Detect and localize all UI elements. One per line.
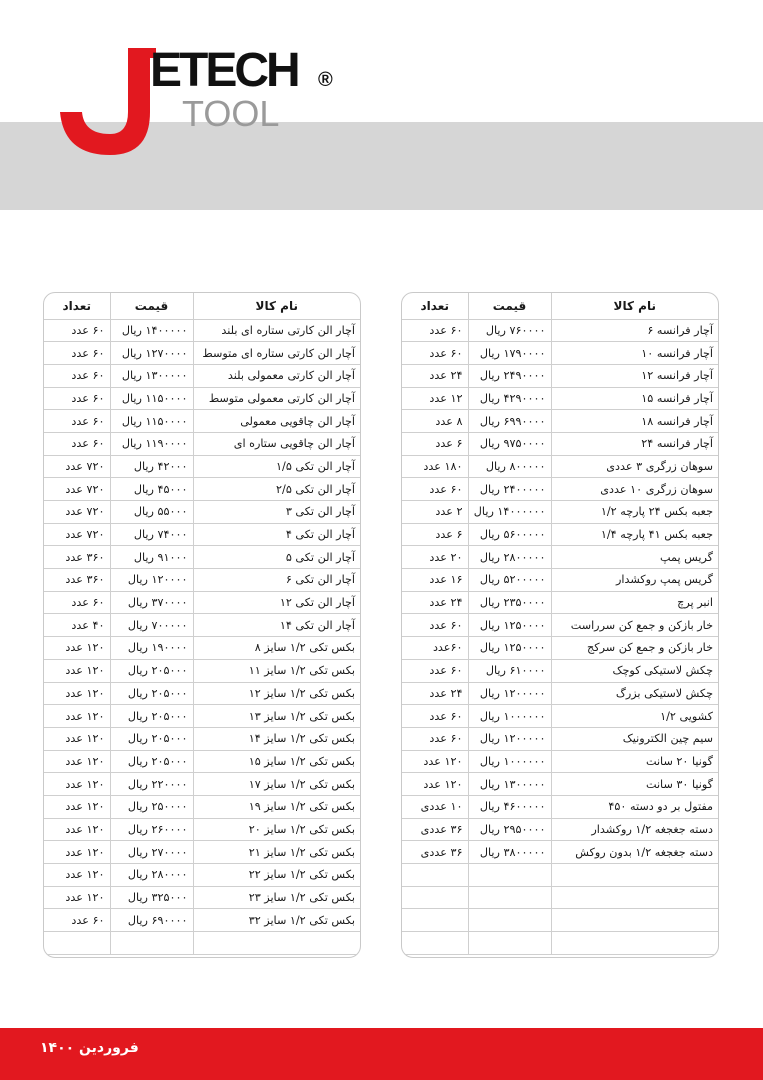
- table-row: [402, 795, 718, 818]
- table-row: [44, 546, 360, 569]
- column-header-qty: تعداد: [402, 293, 468, 319]
- item-qty-cell: ۸ عدد: [402, 410, 468, 433]
- item-price-cell: ۲۸۰۰۰۰ ریال: [110, 864, 193, 887]
- item-price-cell: ۱۲۰۰۰۰۰ ریال: [468, 682, 551, 705]
- item-price-cell: ۲۲۰۰۰۰ ریال: [110, 773, 193, 796]
- item-price-cell: ۱۰۰۰۰۰۰ ریال: [468, 705, 551, 728]
- table-row: [402, 727, 718, 750]
- item-price-cell: ۷۰۰۰۰۰ ریال: [110, 614, 193, 637]
- item-qty-cell: ۱۲۰ عدد: [44, 750, 110, 773]
- table-row: [402, 478, 718, 501]
- item-name-cell: بکس تکی ۱/۲ سایز ۱۹: [193, 795, 360, 818]
- item-qty-cell: ۱۲۰ عدد: [44, 705, 110, 728]
- item-price-cell: ۲۷۰۰۰۰ ریال: [110, 841, 193, 864]
- item-price-cell: ۱۴۰۰۰۰۰۰ ریال: [468, 501, 551, 524]
- footer-date: فروردین ۱۴۰۰: [40, 1040, 139, 1056]
- item-qty-cell: ۶۰ عدد: [44, 342, 110, 365]
- item-price-cell: ۳۲۵۰۰۰ ریال: [110, 886, 193, 909]
- table-row: [402, 705, 718, 728]
- item-name-cell: جعبه بکس ۲۴ پارچه ۱/۲: [551, 501, 718, 524]
- item-qty-cell: ۲۴ عدد: [402, 682, 468, 705]
- item-price-cell: ۱۷۹۰۰۰۰ ریال: [468, 342, 551, 365]
- item-price-cell: ۲۰۵۰۰۰ ریال: [110, 659, 193, 682]
- table-row: [44, 569, 360, 592]
- item-price-cell: ۵۶۰۰۰۰۰ ریال: [468, 523, 551, 546]
- item-qty-cell: ۳۶ عددی: [402, 818, 468, 841]
- item-price-cell: ۴۲۰۰۰ ریال: [110, 455, 193, 478]
- item-name-cell: انبر پرچ: [551, 591, 718, 614]
- item-price-cell: ۵۲۰۰۰۰۰ ریال: [468, 569, 551, 592]
- item-price-cell: ۴۵۰۰۰ ریال: [110, 478, 193, 501]
- table-row: [44, 795, 360, 818]
- table-row: [402, 659, 718, 682]
- item-qty-cell: ۳۶۰ عدد: [44, 569, 110, 592]
- table-row: [402, 569, 718, 592]
- column-header-name: نام کالا: [193, 293, 360, 319]
- table-row: [402, 932, 718, 955]
- table-row: [44, 614, 360, 637]
- item-qty-cell: ۱۲۰ عدد: [44, 682, 110, 705]
- item-name-cell: آچار الن چاقویی معمولی: [193, 410, 360, 433]
- item-name-cell: خار بازکن و جمع کن سرکج: [551, 637, 718, 660]
- item-qty-cell: ۶۰ عدد: [44, 410, 110, 433]
- table-row: [44, 342, 360, 365]
- item-name-cell: آچار الن تکی ۲/۵: [193, 478, 360, 501]
- price-table-right: [401, 292, 719, 958]
- table-row: [402, 864, 718, 887]
- table-row: [402, 546, 718, 569]
- table-row: [402, 614, 718, 637]
- table-row: [44, 659, 360, 682]
- table-row: [402, 637, 718, 660]
- item-qty-cell: ۱۲۰ عدد: [44, 727, 110, 750]
- item-qty-cell: ۴۰ عدد: [44, 614, 110, 637]
- item-qty-cell: ۷۲۰ عدد: [44, 501, 110, 524]
- item-price-cell: ۶۱۰۰۰۰ ریال: [468, 659, 551, 682]
- item-name-cell: [551, 864, 718, 887]
- item-name-cell: آچار الن تکی ۶: [193, 569, 360, 592]
- column-header-qty: تعداد: [44, 293, 110, 319]
- table-row: [402, 501, 718, 524]
- item-qty-cell: ۱۰ عددی: [402, 795, 468, 818]
- item-price-cell: ۹۷۵۰۰۰۰ ریال: [468, 432, 551, 455]
- table-row: [44, 637, 360, 660]
- table-row: [402, 410, 718, 433]
- table-row: [44, 591, 360, 614]
- item-price-cell: ۲۴۰۰۰۰۰ ریال: [468, 478, 551, 501]
- item-price-cell: ۶۹۰۰۰۰ ریال: [110, 909, 193, 932]
- item-qty-cell: ۱۸۰ عدد: [402, 455, 468, 478]
- item-price-cell: [468, 909, 551, 932]
- item-name-cell: [551, 909, 718, 932]
- item-name-cell: بکس تکی ۱/۲ سایز ۱۷: [193, 773, 360, 796]
- item-qty-cell: ۶۰ عدد: [44, 364, 110, 387]
- item-name-cell: [551, 886, 718, 909]
- table-row: [44, 727, 360, 750]
- item-qty-cell: ۶۰ عدد: [402, 659, 468, 682]
- table-row: [44, 932, 360, 955]
- item-name-cell: سوهان زرگری ۳ عددی: [551, 455, 718, 478]
- item-name-cell: آچار الن تکی ۱۲: [193, 591, 360, 614]
- item-name-cell: آچار فرانسه ۱۵: [551, 387, 718, 410]
- item-qty-cell: ۶۰ عدد: [402, 478, 468, 501]
- item-qty-cell: ۱۲۰ عدد: [44, 659, 110, 682]
- item-price-cell: ۲۰۵۰۰۰ ریال: [110, 727, 193, 750]
- item-qty-cell: ۶۰ عدد: [44, 319, 110, 342]
- item-price-cell: ۱۴۰۰۰۰۰ ریال: [110, 319, 193, 342]
- item-price-cell: ۱۱۵۰۰۰۰ ریال: [110, 387, 193, 410]
- item-name-cell: سوهان زرگری ۱۰ عددی: [551, 478, 718, 501]
- item-qty-cell: [402, 864, 468, 887]
- item-price-cell: ۳۷۰۰۰۰ ریال: [110, 591, 193, 614]
- table-header-row: [402, 293, 718, 319]
- item-qty-cell: ۶۰ عدد: [402, 727, 468, 750]
- table-row: [44, 841, 360, 864]
- item-name-cell: آچار الن تکی ۴: [193, 523, 360, 546]
- item-price-cell: ۵۵۰۰۰ ریال: [110, 501, 193, 524]
- item-qty-cell: ۱۶ عدد: [402, 569, 468, 592]
- item-qty-cell: ۱۲۰ عدد: [44, 818, 110, 841]
- table-row: [44, 773, 360, 796]
- item-name-cell: گریس پمپ روکشدار: [551, 569, 718, 592]
- item-qty-cell: ۶۰ عدد: [402, 705, 468, 728]
- item-qty-cell: ۱۲۰ عدد: [44, 795, 110, 818]
- item-qty-cell: ۶۰ عدد: [402, 614, 468, 637]
- item-price-cell: ۲۰۵۰۰۰ ریال: [110, 705, 193, 728]
- item-qty-cell: ۳۶ عددی: [402, 841, 468, 864]
- item-name-cell: بکس تکی ۱/۲ سایز ۱۱: [193, 659, 360, 682]
- item-price-cell: ۱۰۰۰۰۰۰ ریال: [468, 750, 551, 773]
- item-qty-cell: ۶۰ عدد: [402, 319, 468, 342]
- table-row: [44, 705, 360, 728]
- table-header-row: [44, 293, 360, 319]
- item-name-cell: بکس تکی ۱/۲ سایز ۲۱: [193, 841, 360, 864]
- item-qty-cell: ۱۲ عدد: [402, 387, 468, 410]
- item-qty-cell: ۶ عدد: [402, 432, 468, 455]
- table-row: [402, 841, 718, 864]
- item-qty-cell: ۱۲۰ عدد: [44, 773, 110, 796]
- item-price-cell: ۲۴۹۰۰۰۰ ریال: [468, 364, 551, 387]
- item-name-cell: آچار الن تکی ۵: [193, 546, 360, 569]
- item-name-cell: بکس تکی ۱/۲ سایز ۱۵: [193, 750, 360, 773]
- table-row: [402, 523, 718, 546]
- item-name-cell: آچار الن تکی ۳: [193, 501, 360, 524]
- table-row: [402, 432, 718, 455]
- item-price-cell: ۱۲۷۰۰۰۰ ریال: [110, 342, 193, 365]
- item-qty-cell: ۱۲۰ عدد: [44, 886, 110, 909]
- column-header-name: نام کالا: [551, 293, 718, 319]
- item-price-cell: ۲۰۵۰۰۰ ریال: [110, 682, 193, 705]
- item-qty-cell: ۱۲۰ عدد: [44, 864, 110, 887]
- brand-logo: [50, 40, 350, 170]
- item-price-cell: ۲۳۵۰۰۰۰ ریال: [468, 591, 551, 614]
- table-row: [402, 319, 718, 342]
- item-price-cell: ۷۶۰۰۰۰ ریال: [468, 319, 551, 342]
- footer-bar: [0, 1028, 763, 1080]
- item-qty-cell: ۱۲۰ عدد: [44, 841, 110, 864]
- item-price-cell: ۱۲۵۰۰۰۰ ریال: [468, 614, 551, 637]
- item-name-cell: آچار الن چاقویی ستاره ای: [193, 432, 360, 455]
- item-name-cell: بکس تکی ۱/۲ سایز ۸: [193, 637, 360, 660]
- item-price-cell: ۴۲۹۰۰۰۰ ریال: [468, 387, 551, 410]
- item-qty-cell: ۱۲۰ عدد: [402, 773, 468, 796]
- table-row: [44, 478, 360, 501]
- item-price-cell: ۱۱۹۰۰۰۰ ریال: [110, 432, 193, 455]
- item-price-cell: [468, 932, 551, 955]
- item-price-cell: [110, 932, 193, 955]
- item-name-cell: گونیا ۲۰ سانت: [551, 750, 718, 773]
- item-name-cell: چکش لاستیکی بزرگ: [551, 682, 718, 705]
- item-qty-cell: ۶۰ عدد: [44, 387, 110, 410]
- logo-subtitle: TOOL: [182, 93, 280, 134]
- registered-mark: ®: [318, 69, 333, 91]
- item-name-cell: آچار الن کارتی ستاره ای متوسط: [193, 342, 360, 365]
- table-row: [44, 750, 360, 773]
- item-name-cell: چکش لاستیکی کوچک: [551, 659, 718, 682]
- item-price-cell: [468, 886, 551, 909]
- item-price-cell: ۱۳۰۰۰۰۰ ریال: [468, 773, 551, 796]
- item-price-cell: ۷۴۰۰۰ ریال: [110, 523, 193, 546]
- item-name-cell: آچار الن کارتی معمولی بلند: [193, 364, 360, 387]
- table-row: [402, 591, 718, 614]
- item-qty-cell: [402, 932, 468, 955]
- item-name-cell: آچار فرانسه ۱۸: [551, 410, 718, 433]
- table-row: [402, 455, 718, 478]
- item-price-cell: ۱۹۰۰۰۰ ریال: [110, 637, 193, 660]
- table-row: [44, 818, 360, 841]
- table-row: [44, 364, 360, 387]
- item-qty-cell: ۷۲۰ عدد: [44, 478, 110, 501]
- table-row: [44, 909, 360, 932]
- item-name-cell: سیم چین الکترونیک: [551, 727, 718, 750]
- item-name-cell: گریس پمپ: [551, 546, 718, 569]
- item-price-cell: ۹۱۰۰۰ ریال: [110, 546, 193, 569]
- table-row: [44, 432, 360, 455]
- item-name-cell: آچار فرانسه ۱۰: [551, 342, 718, 365]
- item-qty-cell: ۱۲۰ عدد: [44, 637, 110, 660]
- table-row: [402, 818, 718, 841]
- table-row: [44, 864, 360, 887]
- item-price-cell: [468, 864, 551, 887]
- table-row: [44, 387, 360, 410]
- item-name-cell: بکس تکی ۱/۲ سایز ۳۲: [193, 909, 360, 932]
- item-name-cell: بکس تکی ۱/۲ سایز ۲۰: [193, 818, 360, 841]
- table-row: [44, 501, 360, 524]
- item-name-cell: بکس تکی ۱/۲ سایز ۲۳: [193, 886, 360, 909]
- table-row: [402, 682, 718, 705]
- item-price-cell: ۴۶۰۰۰۰۰ ریال: [468, 795, 551, 818]
- item-price-cell: ۲۸۰۰۰۰۰ ریال: [468, 546, 551, 569]
- item-name-cell: بکس تکی ۱/۲ سایز ۲۲: [193, 864, 360, 887]
- logo-wordmark: ETECH: [150, 44, 298, 97]
- table-row: [44, 523, 360, 546]
- item-name-cell: [551, 932, 718, 955]
- column-header-price: قیمت: [468, 293, 551, 319]
- item-name-cell: مفتول بر دو دسته ۴۵۰: [551, 795, 718, 818]
- item-name-cell: دسته جغجغه ۱/۲ بدون روکش: [551, 841, 718, 864]
- item-qty-cell: [402, 886, 468, 909]
- item-qty-cell: ۶۰ عدد: [44, 591, 110, 614]
- item-name-cell: آچار فرانسه ۲۴: [551, 432, 718, 455]
- item-qty-cell: ۲ عدد: [402, 501, 468, 524]
- item-qty-cell: ۶۰ عدد: [402, 342, 468, 365]
- item-qty-cell: ۲۴ عدد: [402, 591, 468, 614]
- item-price-cell: ۲۰۵۰۰۰ ریال: [110, 750, 193, 773]
- item-name-cell: گونیا ۳۰ سانت: [551, 773, 718, 796]
- item-price-cell: ۸۰۰۰۰۰ ریال: [468, 455, 551, 478]
- item-price-cell: ۱۳۰۰۰۰۰ ریال: [110, 364, 193, 387]
- item-qty-cell: ۶۰عدد: [402, 637, 468, 660]
- item-price-cell: ۶۹۹۰۰۰۰ ریال: [468, 410, 551, 433]
- table-row: [44, 886, 360, 909]
- item-name-cell: آچار فرانسه ۶: [551, 319, 718, 342]
- item-qty-cell: ۱۲۰ عدد: [402, 750, 468, 773]
- item-price-cell: ۱۲۰۰۰۰ ریال: [110, 569, 193, 592]
- item-name-cell: آچار الن کارتی معمولی متوسط: [193, 387, 360, 410]
- item-price-cell: ۱۲۰۰۰۰۰ ریال: [468, 727, 551, 750]
- item-price-cell: ۲۶۰۰۰۰ ریال: [110, 818, 193, 841]
- item-qty-cell: ۷۲۰ عدد: [44, 455, 110, 478]
- item-price-cell: ۲۹۵۰۰۰۰ ریال: [468, 818, 551, 841]
- price-table-left: [43, 292, 361, 958]
- table-row: [402, 364, 718, 387]
- item-name-cell: بکس تکی ۱/۲ سایز ۱۲: [193, 682, 360, 705]
- item-qty-cell: ۷۲۰ عدد: [44, 523, 110, 546]
- table-row: [402, 387, 718, 410]
- item-qty-cell: [44, 932, 110, 955]
- item-name-cell: آچار فرانسه ۱۲: [551, 364, 718, 387]
- item-price-cell: ۱۱۵۰۰۰۰ ریال: [110, 410, 193, 433]
- table-row: [44, 319, 360, 342]
- item-name-cell: بکس تکی ۱/۲ سایز ۱۳: [193, 705, 360, 728]
- table-row: [402, 886, 718, 909]
- table-row: [402, 909, 718, 932]
- item-qty-cell: ۳۶۰ عدد: [44, 546, 110, 569]
- table-row: [402, 773, 718, 796]
- table-row: [402, 750, 718, 773]
- item-name-cell: خار بازکن و جمع کن سرراست: [551, 614, 718, 637]
- item-name-cell: [193, 932, 360, 955]
- item-qty-cell: ۶ عدد: [402, 523, 468, 546]
- item-name-cell: آچار الن تکی ۱/۵: [193, 455, 360, 478]
- table-row: [44, 455, 360, 478]
- table-row: [402, 342, 718, 365]
- item-name-cell: جعبه بکس ۴۱ پارچه ۱/۴: [551, 523, 718, 546]
- item-qty-cell: ۲۴ عدد: [402, 364, 468, 387]
- table-row: [44, 410, 360, 433]
- item-qty-cell: ۶۰ عدد: [44, 909, 110, 932]
- item-price-cell: ۱۲۵۰۰۰۰ ریال: [468, 637, 551, 660]
- table-row: [44, 682, 360, 705]
- item-qty-cell: [402, 909, 468, 932]
- item-qty-cell: ۶۰ عدد: [44, 432, 110, 455]
- column-header-price: قیمت: [110, 293, 193, 319]
- item-name-cell: دسته جغجغه ۱/۲ روکشدار: [551, 818, 718, 841]
- item-qty-cell: ۲۰ عدد: [402, 546, 468, 569]
- item-price-cell: ۲۵۰۰۰۰ ریال: [110, 795, 193, 818]
- item-name-cell: آچار الن کارتی ستاره ای بلند: [193, 319, 360, 342]
- item-name-cell: کشویی ۱/۲: [551, 705, 718, 728]
- item-name-cell: بکس تکی ۱/۲ سایز ۱۴: [193, 727, 360, 750]
- item-name-cell: آچار الن تکی ۱۴: [193, 614, 360, 637]
- item-price-cell: ۳۸۰۰۰۰۰ ریال: [468, 841, 551, 864]
